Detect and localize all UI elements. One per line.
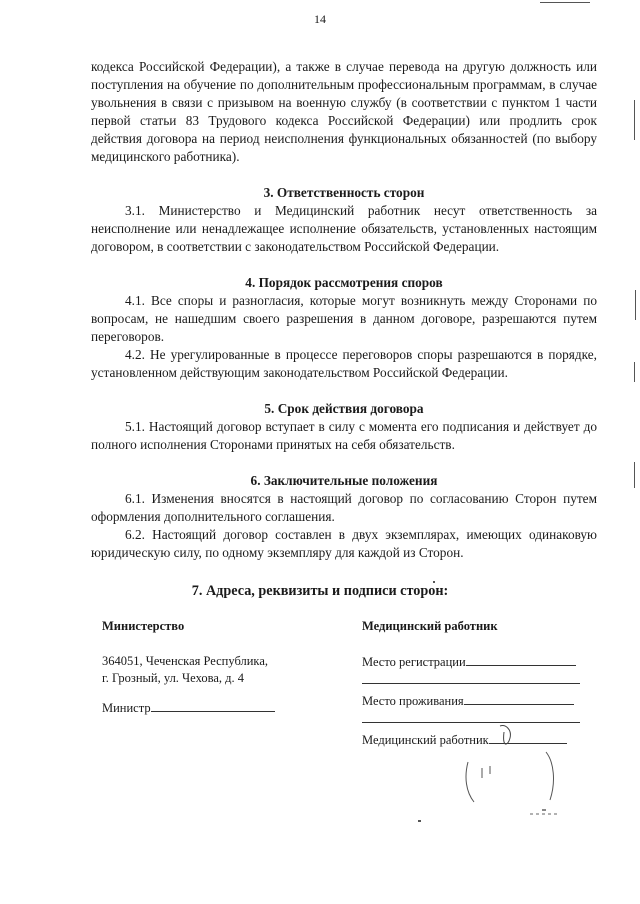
section-3-heading: 3. Ответственность сторон xyxy=(263,185,425,200)
intro-paragraph: кодекса Российской Федерации), а также в случае перевода на другую должность или поступления на обучение по дополнительным профессиональным программам, в случае увольнения в связи с призывом на военную службу (в соответствии с пунктом 1 части первой статьи 83 Трудового кодекса Российской Федерации) или продлить срок действия договора на период неисполнения функциональных обязанностей (по выбору медицинского работника). xyxy=(91,59,597,164)
residence-line xyxy=(464,692,574,705)
ministry-address-line1: 364051, Чеченская Республика, xyxy=(102,654,268,668)
document-body xyxy=(91,58,597,562)
scan-mark-4 xyxy=(634,462,635,488)
registration-line xyxy=(466,653,576,666)
scan-mark-3 xyxy=(634,362,635,382)
minister-signature-line xyxy=(151,699,275,712)
scan-mark-1 xyxy=(634,100,635,140)
ministry-signature-row xyxy=(102,699,322,717)
clause-4-1: 4.1. Все споры и разногласия, которые могут возникнуть между Сторонами по вопросам, не нашедшим своего разрешения в данном договоре, разрешаются путем переговоров. xyxy=(91,293,597,344)
ministry-address-line2: г. Грозный, ул. Чехова, д. 4 xyxy=(102,671,244,685)
residence-row xyxy=(362,692,592,710)
clause-6-2: 6.2. Настоящий договор составлен в двух экземплярах, имеющих одинаковую юридическую силу, по одному экземпляру для каждой из Сторон. xyxy=(91,527,597,560)
clause-6-1: 6.1. Изменения вносятся в настоящий договор по согласованию Сторон путем оформления дополнительного соглашения. xyxy=(91,491,597,524)
section-5-heading: 5. Срок действия договора xyxy=(264,401,424,416)
residence-label: Место проживания xyxy=(362,694,464,708)
scan-mark-5 xyxy=(540,2,590,3)
scan-mark-7 xyxy=(418,820,421,822)
scan-mark-6 xyxy=(433,581,435,583)
scan-mark-2 xyxy=(635,290,636,320)
registration-line-2 xyxy=(362,671,580,684)
clause-5-1: 5.1. Настоящий договор вступает в силу с момента его подписания и действует до полного исполнения Сторонами принятых на себя обязательств. xyxy=(91,419,597,452)
handwritten-signature xyxy=(460,722,570,817)
section-4-heading: 4. Порядок рассмотрения споров xyxy=(245,275,443,290)
section-7-heading: 7. Адреса, реквизиты и подписи сторон: xyxy=(191,583,449,599)
page-number: 14 xyxy=(314,12,326,26)
clause-4-2: 4.2. Не урегулированные в процессе переговоров споры разрешаются в порядке, установленном действующим законодательством Российской Федерации. xyxy=(91,347,597,380)
ministry-column xyxy=(102,618,322,717)
registration-label: Место регистрации xyxy=(362,655,466,669)
section-6-heading: 6. Заключительные положения xyxy=(250,473,438,488)
worker-title: Медицинский работник xyxy=(362,619,498,633)
ministry-title: Министерство xyxy=(102,619,185,633)
registration-row xyxy=(362,653,592,671)
worker-signature-label: Медицинский работник xyxy=(362,733,489,747)
clause-3-1: 3.1. Министерство и Медицинский работник несут ответственность за неисполнение или ненадлежащее исполнение обязательств, установленных настоящим договором, в соответствии с законодательством Российской Федерации. xyxy=(91,203,597,254)
minister-label: Министр xyxy=(102,701,151,715)
